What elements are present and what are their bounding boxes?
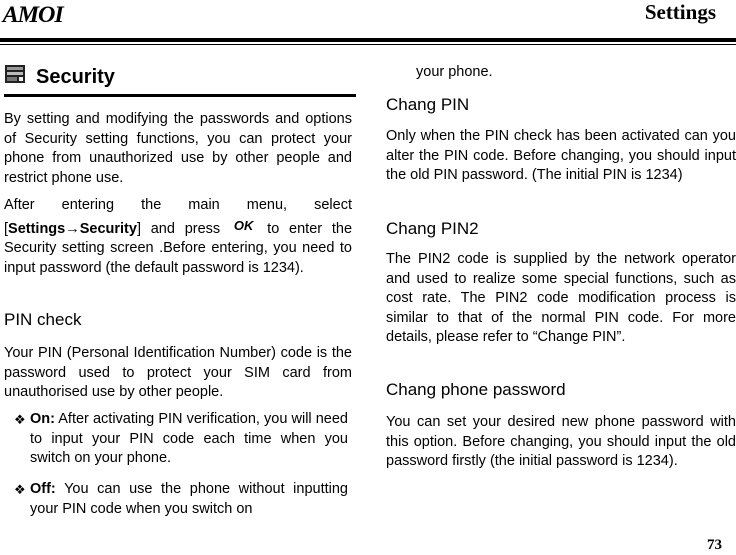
menu-instructions-mid: ] and press [136,220,230,237]
chang-pin-text: Only when the PIN check has been activated can you alter the PIN code. Before changing, you should input the old PIN password. (The initial PIN is 1234) [386,128,736,183]
settings-gear-icon [4,64,26,84]
chang-phone-password-text: You can set your desired new phone password with this option. Before changing, you should input the old password firstly (the initial password is 1234). [386,414,736,469]
section-title: Security [36,66,115,88]
section-heading [4,60,356,97]
menu-path: Settings→Security [8,220,137,237]
chang-pin2-heading: Chang PIN2 [386,219,479,238]
chang-phone-password-heading: Chang phone password [386,380,566,399]
bullet-off-label: Off: [30,481,56,497]
bullet-on-text [30,410,348,469]
amoi-logo: AMOI [2,2,63,27]
diamond-bullet-icon: ❖ [14,412,26,427]
chang-pin-heading: Chang PIN [386,95,470,114]
bullet-on-label: On: [30,411,55,427]
continued-text: your phone. [416,64,493,80]
pin-check-description: Your PIN (Personal Identification Number) code is the password used to protect your SIM card from unauthorised use by other people. [4,345,352,400]
bullet-on-body: After activating PIN verification, you will need to input your PIN code each time when you switch on your phone. [30,411,348,466]
menu-instructions-post: to enter the Security setting screen .Before entering, you need to input password (the default password is 1234). [4,220,353,276]
page-number: 73 [707,537,722,553]
bullet-off [14,480,354,520]
ok-key-icon: OK [233,217,254,233]
diamond-bullet-icon: ❖ [14,482,26,497]
header-rule [0,38,736,42]
menu-instructions [4,196,352,278]
bullet-on [14,410,354,470]
bullet-off-body: You can use the phone without inputting your PIN code when you switch on [30,481,348,517]
menu-instructions-pre: After entering the main menu, select [ [4,197,352,237]
header-rule-thin [0,44,736,45]
pin-check-heading: PIN check [4,310,82,329]
header-title: Settings [644,0,716,24]
chang-pin2-text: The PIN2 code is supplied by the network operator and used to realize some special functions, such as cost rate. The PIN2 code modification process is similar to that of the normal PIN code. For more details, please refer to “Change PIN”. [386,251,736,345]
intro-paragraph: By setting and modifying the passwords and options of Security setting functions, you can protect your phone from unauthorized use by other people and restrict phone use. [4,111,352,186]
bullet-off-text [30,480,348,519]
